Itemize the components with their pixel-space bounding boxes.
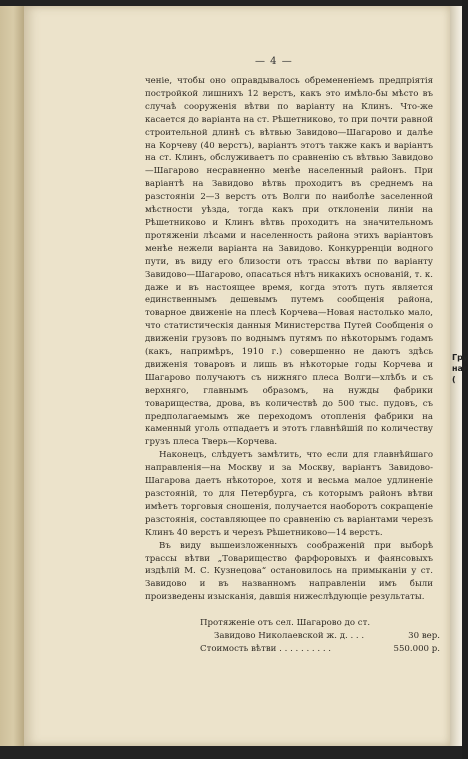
next-page-fragment-line: ( [452, 375, 456, 384]
page-number: — 4 — [255, 56, 293, 67]
summary-label: Протяженіе отъ сел. Шагарово до ст. [200, 618, 371, 628]
summary-block [200, 617, 440, 656]
paragraph: ченіе, чтобы оно оправдывалось обремененіемъ предпріятія постройкой лишнихъ 12 верстъ, какъ это имѣло-бы мѣсто въ случаѣ сооруженія вѣтви по варіанту на Клинъ. Что-же касается до варіанта на ст. Рѣшетниково, то при почти равной строительной длинѣ съ вѣтвью Завидово—Шагарово и далѣе на Корчеву (40 верстъ), варіантъ этотъ также какъ и варіантъ на ст. Клинъ, обслуживаетъ по сравненію съ вѣтвью Завидово—Шагарово несравненно менѣе населенный районъ. При варіантѣ на Завидово вѣтвь проходитъ въ среднемъ на разстояніи 2—3 верстъ отъ Волги по наиболѣе заселенной мѣстности уѣзда, тогда какъ при отклоненіи линіи на Рѣшетниково и Клинъ вѣтвь проходитъ на значительномъ протяженіи лѣсами и населенность района этихъ варіантовъ менѣе нежели варіанта на Завидово. Конкурренціи водного пути, въ виду его близости отъ трассы вѣтви по варіанту Завидово—Шагарово, опасаться нѣтъ никакихъ основаній, т. к. даже и въ настоящее время, когда этотъ путь является единственнымъ дешевымъ путемъ сообщенія района, товарное движеніе на плесѣ Корчева—Новая настолько мало, что статистическія данныя Министерства Путей Сообщенія о движеніи грузовъ по воднымъ путямъ по нѣкоторымъ годамъ (какъ, напримѣръ, 1910 г.) совершенно не даютъ здѣсь движенія товаровъ и лишь въ нѣкоторые годы Корчева и Шагарово получаютъ съ нижняго плеса Волги—хлѣбъ и съ верхняго, главнымъ образомъ, на нужды фабрики товарищества, дрова, въ количествѣ до 500 тыс. пудовъ, съ предполагаемымъ же переходомъ отопленія фабрики на каменный уголь отпадаетъ и этотъ главнѣйшій по количеству грузъ плеса Тверь—Корчева. [145, 76, 433, 448]
summary-label: Стоимость вѣтви . . . . . . . . . . [200, 643, 332, 654]
next-page-fragment [452, 352, 468, 385]
next-page-fragment-line: наг [452, 364, 468, 373]
summary-label: Завидово Николаевской ж. д. . . . [214, 630, 365, 641]
body-text [145, 75, 433, 604]
summary-line [200, 617, 440, 630]
summary-value: 550.000 р. [393, 643, 440, 654]
summary-line [200, 643, 440, 656]
paragraph: Въ виду вышеизложенныхъ соображеній при выборѣ трассы вѣтви „Товарищество фарфоровыхъ и фаянсовыхъ издѣлій М. С. Кузнецова“ остановилось на примыканіи у ст. Завидово и въ названномъ направленіи имъ были произведены изысканія, давшія нижеслѣдующіе результаты. [145, 540, 433, 603]
summary-value: 30 вер. [408, 630, 440, 641]
paragraph: Наконецъ, слѣдуетъ замѣтить, что если для главнѣйшаго направленія—на Москву и за Москву, варіантъ Завидово-Шагарова даетъ нѣкоторое, хотя и весьма малое удлиненіе разстояній, то для Петербурга, съ которымъ районъ вѣтви имѣетъ торговыя сношенія, получается наоборотъ сокращеніе разстоянія, составляющее по сравненію съ варіантами черезъ Клинъ 40 верстъ и черезъ Рѣшетниково—14 верстъ. [145, 450, 433, 538]
next-page-fragment-line: Гру [452, 353, 468, 362]
previous-page-edge [0, 6, 24, 746]
summary-line [200, 630, 440, 643]
